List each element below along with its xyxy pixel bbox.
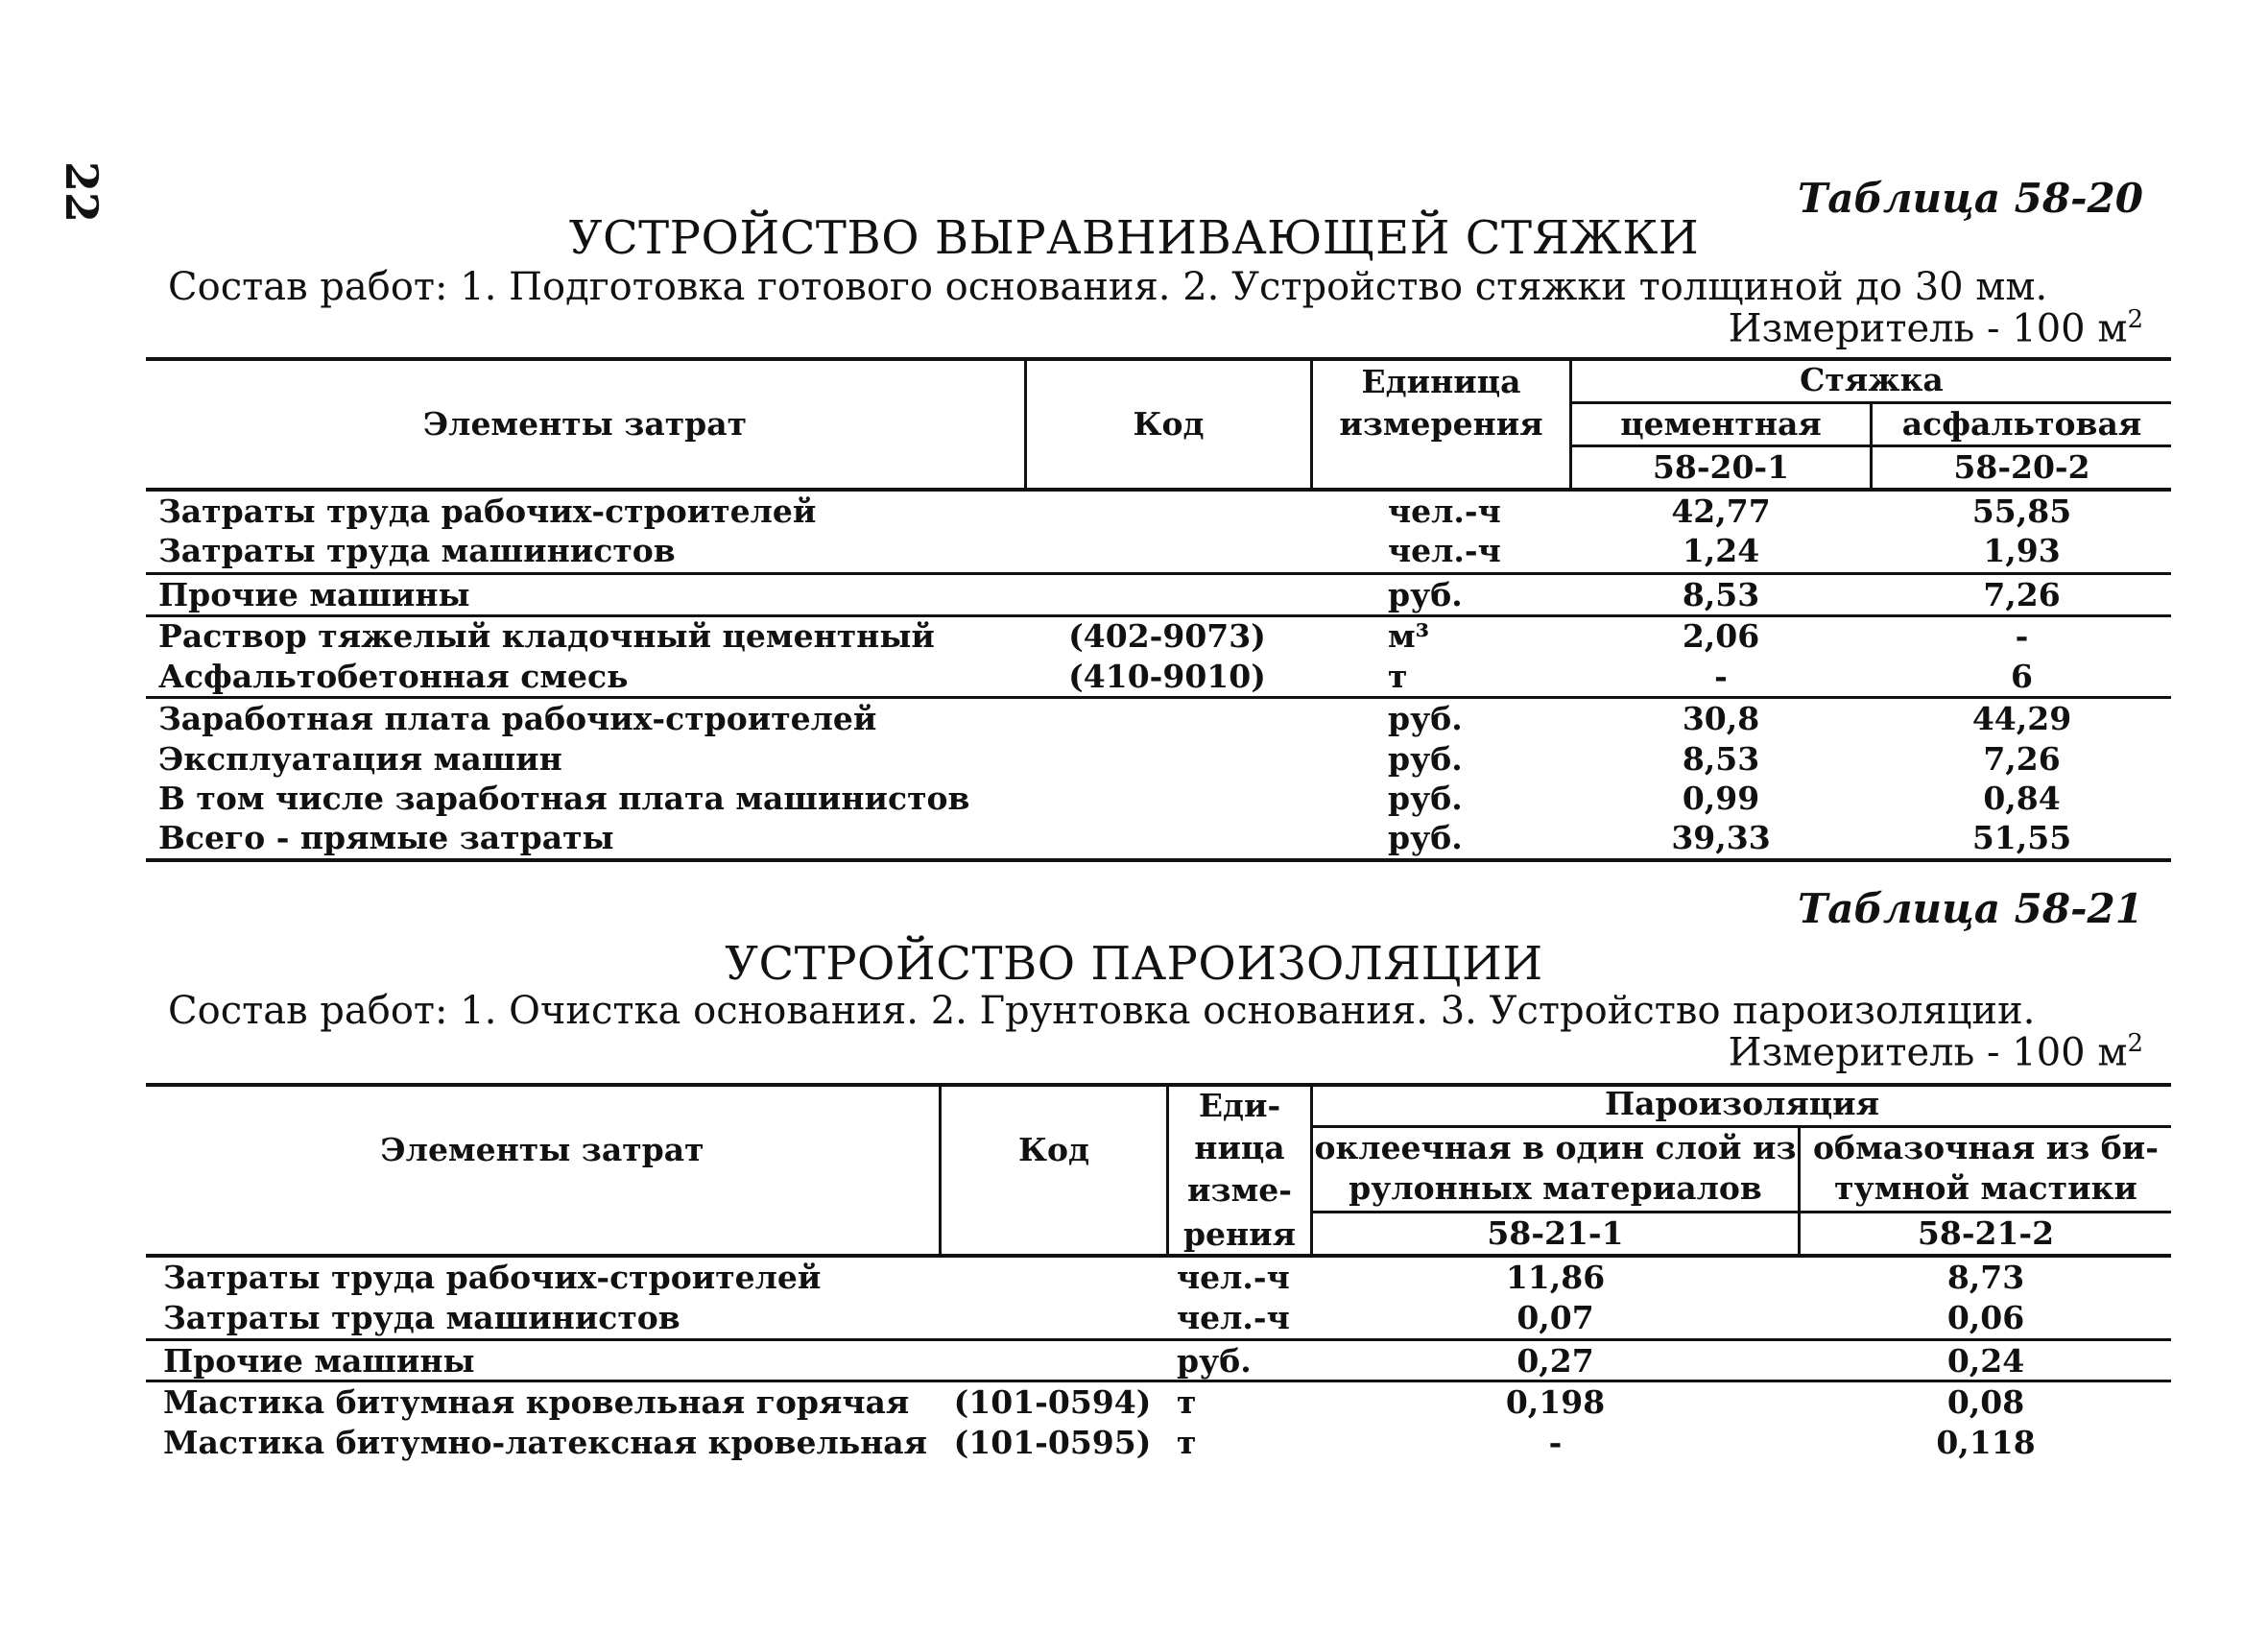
row-name: Раствор тяжелый кладочный цементный — [158, 617, 935, 655]
row-unit: руб. — [1388, 740, 1463, 778]
row-value-2: 51,55 — [1971, 819, 2072, 856]
table2-header-unit-2: ница — [1194, 1129, 1285, 1166]
row-value-1: - — [1714, 658, 1728, 695]
table2-header-code: Код — [1017, 1131, 1090, 1168]
table2-header-col2-line2: тумной мастики — [1834, 1169, 2137, 1207]
page-number: 22 — [56, 161, 107, 224]
row-unit: руб. — [1388, 576, 1463, 613]
table2-composition: Состав работ: 1. Очистка основания. 2. Грунтовка основания. 3. Устройство пароизоляции. — [168, 989, 2036, 1033]
table2-rule-after-machinists — [146, 1338, 2171, 1341]
row-name: Затраты труда рабочих-строителей — [158, 492, 817, 530]
row-value-1: 8,53 — [1682, 576, 1760, 613]
table1-header-code: Код — [1133, 405, 1205, 443]
table-row — [0, 819, 2268, 857]
row-value-2: 6 — [2011, 658, 2033, 695]
row-name: Эксплуатация машин — [158, 740, 562, 778]
row-value-2: 1,93 — [1983, 532, 2061, 569]
row-code: (410-9010) — [1068, 658, 1266, 695]
row-value-1: 11,86 — [1505, 1259, 1606, 1296]
table1-header-col2: асфальтовая — [1901, 405, 2142, 443]
table1-header-unit-2: измерения — [1339, 405, 1543, 443]
row-value-1: 0,27 — [1516, 1342, 1594, 1380]
row-name: Всего - прямые затраты — [158, 819, 614, 856]
row-name: Асфальтобетонная смесь — [158, 658, 629, 695]
row-value-2: 0,06 — [1946, 1299, 2025, 1336]
table-row — [0, 658, 2268, 696]
row-value-2: 0,118 — [1936, 1424, 2036, 1461]
row-unit: руб. — [1388, 780, 1463, 817]
row-name: Заработная плата рабочих-строителей — [158, 700, 877, 737]
table1-header-col2-code: 58-20-2 — [1953, 448, 2090, 486]
table2-header-unit-3: изме- — [1187, 1171, 1292, 1209]
table2-header-group: Пароизоляция — [1604, 1085, 1880, 1122]
row-unit: чел.-ч — [1177, 1299, 1290, 1336]
meter-text: Измеритель - 100 м — [1728, 306, 2128, 351]
row-value-2: 0,08 — [1946, 1383, 2025, 1421]
row-value-1: 1,24 — [1682, 532, 1760, 569]
table1-rule-after-materials — [146, 696, 2171, 699]
row-value-2: 7,26 — [1983, 576, 2061, 613]
table1-header-col1-code: 58-20-1 — [1652, 448, 1790, 486]
table-row — [0, 576, 2268, 614]
row-value-1: 0,07 — [1516, 1299, 1594, 1336]
row-name: Мастика битумная кровельная горячая — [163, 1383, 910, 1421]
row-value-2: 55,85 — [1971, 492, 2072, 530]
table-row — [0, 700, 2268, 738]
table-row — [0, 532, 2268, 570]
table2-header-col2-line1: обмазочная из би- — [1813, 1129, 2159, 1166]
row-value-1: - — [1548, 1424, 1563, 1461]
row-unit: т — [1388, 658, 1408, 695]
table1-meter — [1729, 305, 2143, 350]
table2-header-col1-line2: рулонных материалов — [1349, 1169, 1762, 1207]
table2-header-col2-code: 58-21-2 — [1917, 1214, 2055, 1252]
table1-rule-after-other — [146, 614, 2171, 617]
table2-header-unit-1: Еди- — [1198, 1087, 1281, 1124]
table-row — [0, 1342, 2268, 1381]
row-name: Затраты труда рабочих-строителей — [163, 1259, 822, 1296]
row-name: Прочие машины — [163, 1342, 475, 1380]
table-row — [0, 492, 2268, 531]
row-value-1: 42,77 — [1671, 492, 1771, 530]
meter-text: Измеритель - 100 м — [1728, 1030, 2128, 1075]
table-row — [0, 1299, 2268, 1337]
row-unit: м³ — [1388, 617, 1430, 655]
row-unit: руб. — [1177, 1342, 1252, 1380]
table2-header-col1-line1: оклеечная в один слой из — [1314, 1129, 1797, 1166]
row-value-1: 8,53 — [1682, 740, 1760, 778]
row-value-2: 7,26 — [1983, 740, 2061, 778]
row-value-1: 0,99 — [1682, 780, 1760, 817]
row-value-2: 44,29 — [1971, 700, 2072, 737]
row-name: Затраты труда машинистов — [158, 532, 676, 569]
table2-title: УСТРОЙСТВО ПАРОИЗОЛЯЦИИ — [725, 937, 1543, 991]
table1-composition: Состав работ: 1. Подготовка готового основания. 2. Устройство стяжки толщиной до 30 мм. — [168, 265, 2048, 309]
row-value-2: - — [2015, 617, 2029, 655]
table2-meter — [1729, 1029, 2143, 1074]
table2-header-unit-4: рения — [1182, 1215, 1297, 1253]
row-unit: чел.-ч — [1177, 1259, 1290, 1296]
table-row — [0, 1259, 2268, 1297]
row-value-2: 0,24 — [1946, 1342, 2025, 1380]
meter-sup: 2 — [2127, 305, 2143, 334]
row-unit: чел.-ч — [1388, 532, 1501, 569]
table1-title: УСТРОЙСТВО ВЫРАВНИВАЮЩЕЙ СТЯЖКИ — [568, 211, 1700, 265]
row-code: (101-0594) — [953, 1383, 1152, 1421]
table-label-58-20: Таблица 58-20 — [1798, 175, 2143, 222]
row-value-1: 39,33 — [1671, 819, 1771, 856]
row-name: Мастика битумно-латексная кровельная — [163, 1424, 928, 1461]
table-row — [0, 1424, 2268, 1462]
row-code: (402-9073) — [1068, 617, 1266, 655]
table-row — [0, 1383, 2268, 1422]
meter-sup: 2 — [2127, 1029, 2143, 1058]
table-label-58-21: Таблица 58-21 — [1798, 885, 2143, 932]
table2-rule-after-other — [146, 1380, 2171, 1382]
row-value-1: 0,198 — [1505, 1383, 1606, 1421]
table1-header-col1: цементная — [1620, 405, 1822, 443]
table1-header-group: Стяжка — [1800, 361, 1944, 398]
row-unit: т — [1177, 1383, 1197, 1421]
row-value-1: 2,06 — [1682, 617, 1760, 655]
row-name: Прочие машины — [158, 576, 470, 613]
row-name: Затраты труда машинистов — [163, 1299, 680, 1336]
table2-header-col1-code: 58-21-1 — [1487, 1214, 1624, 1252]
row-unit: чел.-ч — [1388, 492, 1501, 530]
table1-bottom-rule — [146, 858, 2171, 862]
table1-rule-after-machinists — [146, 572, 2171, 575]
row-unit: руб. — [1388, 819, 1463, 856]
table-row — [0, 740, 2268, 779]
table-row — [0, 780, 2268, 818]
row-value-2: 8,73 — [1946, 1259, 2025, 1296]
row-name: В том числе заработная плата машинистов — [158, 780, 970, 817]
row-unit: т — [1177, 1424, 1197, 1461]
row-unit: руб. — [1388, 700, 1463, 737]
row-code: (101-0595) — [953, 1424, 1152, 1461]
table2-header-elements: Элементы затрат — [380, 1131, 704, 1168]
table1-header-elements: Элементы затрат — [422, 405, 748, 443]
table-row — [0, 617, 2268, 656]
row-value-1: 30,8 — [1682, 700, 1760, 737]
table1-header-unit-1: Единица — [1361, 363, 1521, 400]
row-value-2: 0,84 — [1983, 780, 2061, 817]
